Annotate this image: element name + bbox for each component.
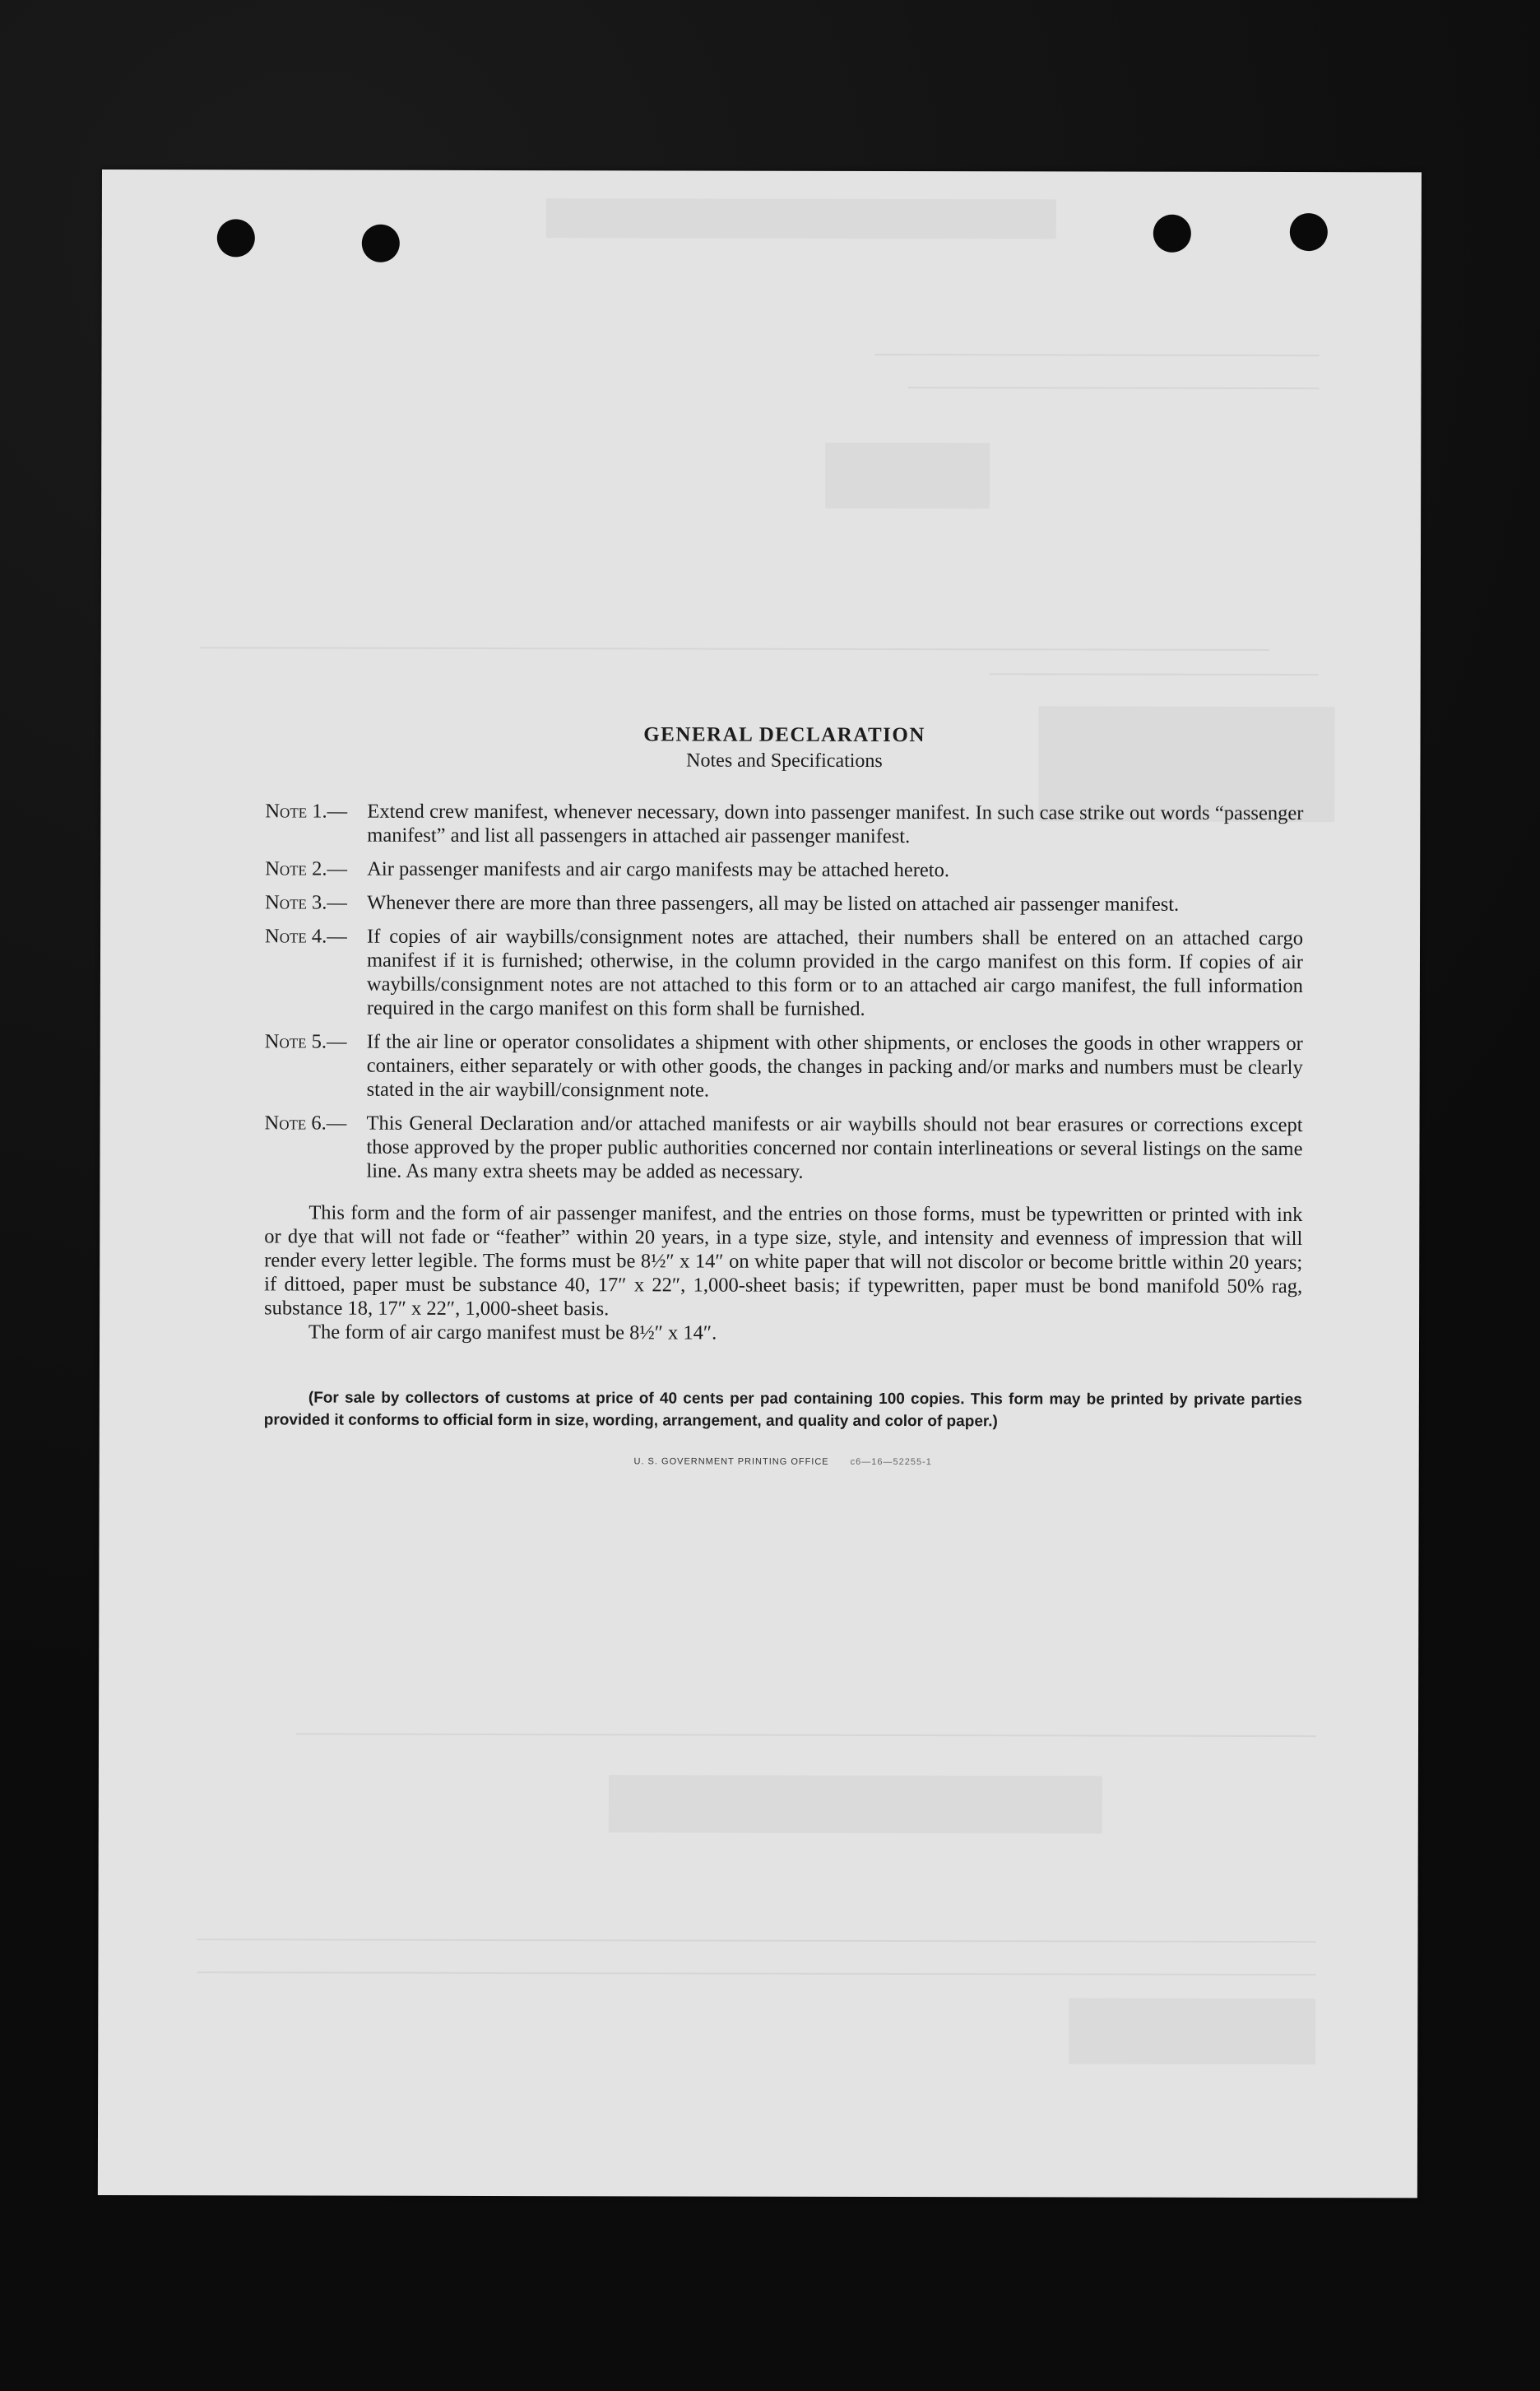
note-text: If copies of air waybills/consignment notes are attached, their numbers shall be entered on an attached cargo manifest if it is furnished; otherwise, in the column provided in the cargo manifest on this form. If copies of air waybills/consignment notes are not attached to this form or to an attached air cargo manifest, the full information required in the cargo manifest on this form shall be furnished. [366,925,1304,1020]
note-text: This General Declaration and/or attached manifests or air waybills should not bear erasures or corrections except those approved by the proper public authorities concerned nor contain interlineations or several listings on the same line. As many extra sheets may be added as necessary. [366,1112,1303,1183]
bleed-through-mark [907,387,1319,389]
note-text: Whenever there are more than three passengers, all may be listed on attached air passenger manifest. [367,891,1180,916]
note-4 [265,924,1303,1022]
note-label: Note 6.— [264,1112,347,1135]
form-requirements-paragraph: This form and the form of air passenger manifest, and the entries on those forms, must be typewritten or printed with ink or dye that will not fade or “feather” within 20 years, in a type size, style, and intensity and evenness of impression that will render every letter legible. The forms must be 8½″ x 14″ on white paper that will not discolor or become brittle within 20 years; if dittoed, paper must be substance 40, 17″ x 22″, 1,000-sheet basis; if typewritten, paper must be bond manifold 50% rag, substance 18, 17″ x 22″, 1,000-sheet basis. [264,1201,1303,1321]
note-label: Note 3.— [265,891,347,914]
cargo-manifest-paragraph: The form of air cargo manifest must be 8½″ x 14″. [308,1321,717,1344]
note-3 [265,890,1303,917]
page-subtitle: Notes and Specifications [686,750,883,772]
document-sheet [98,169,1422,2198]
bleed-through-mark [609,1775,1102,1833]
note-label: Note 2.— [265,857,347,880]
declaration-text [264,722,1304,1468]
sale-notice: (For sale by collectors of customs at price of 40 cents per pad containing 100 copies. This form may be printed by private parties provided it conforms to official form in size, wording, arrangement, and quality and color of paper.) [263,1389,1302,1431]
note-label: Note 1.— [265,800,348,823]
imprint-code: c6—16—52255-1 [850,1456,932,1468]
note-1 [265,799,1303,849]
punch-hole-icon [217,219,255,257]
page-title: GENERAL DECLARATION [643,723,925,747]
bleed-through-mark [1069,1998,1315,2064]
punch-hole-icon [362,225,400,262]
bleed-through-mark [546,198,1056,239]
bleed-through-mark [825,443,990,508]
bleed-through-mark [197,1938,1315,1943]
punch-hole-icon [1290,213,1328,251]
note-text: If the air line or operator consolidates a shipment with other shipments, or encloses the goods in other wrappers or containers, either separately or with other goods, the changes in packing and/or marks and numbers must be clearly stated in the air waybill/consignment note. [366,1030,1303,1102]
note-6 [264,1111,1302,1185]
printing-office-imprint [264,1455,1302,1468]
note-text: Air passenger manifests and air cargo manifests may be attached hereto. [367,857,949,882]
note-2 [265,857,1303,883]
note-label: Note 4.— [265,925,347,948]
bleed-through-mark [200,647,1269,651]
bleed-through-mark [197,1971,1315,1975]
note-5 [265,1029,1303,1103]
note-text: Extend crew manifest, whenever necessary, down into passenger manifest. In such case strike out words “passenger manifest” and list all passengers in attached air passenger manifest. [367,800,1304,848]
punch-hole-icon [1153,215,1191,253]
bleed-through-mark [875,354,1320,356]
imprint-text: U. S. GOVERNMENT PRINTING OFFICE [633,1456,829,1467]
note-label: Note 5.— [264,1030,347,1053]
bleed-through-mark [990,673,1319,676]
bleed-through-mark [296,1733,1316,1737]
